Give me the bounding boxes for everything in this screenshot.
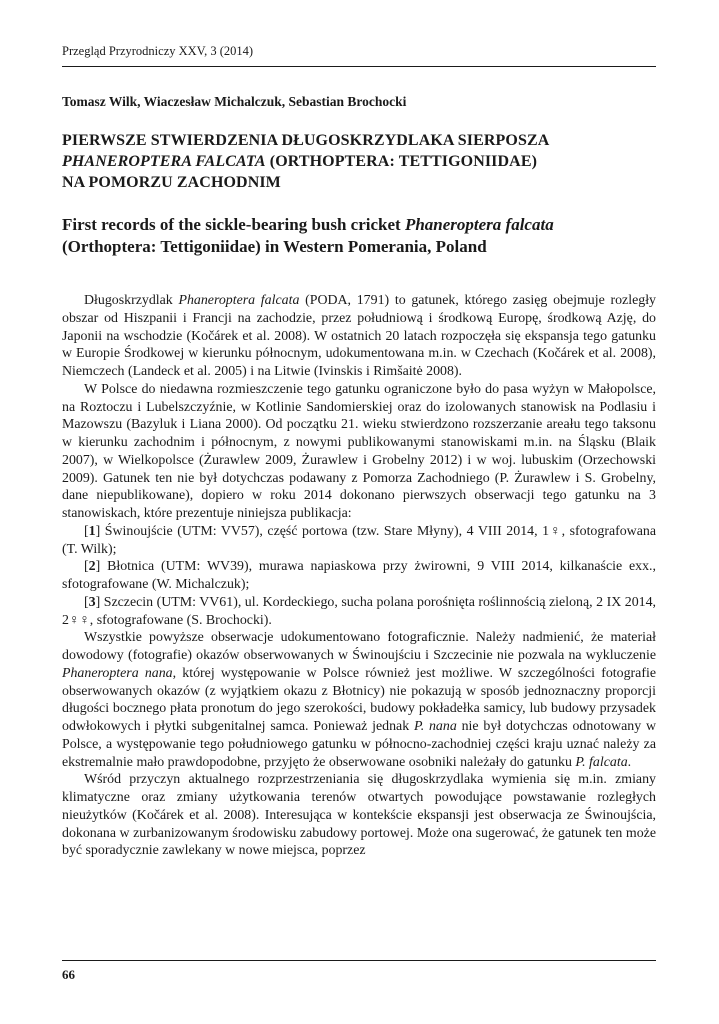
authors: Tomasz Wilk, Wiaczesław Michalczuk, Sebastian Brochocki — [62, 94, 407, 109]
page-number: 66 — [62, 967, 75, 982]
title-english-line-1 — [62, 214, 656, 236]
site-text: Świnoujście (UTM: VV57), część portowa (tzw. Stare Młyny), 4 VIII 2014, 1♀, sfotografowana (T. Wilk); — [62, 523, 656, 557]
species-name: Phaneroptera falcata — [178, 293, 300, 308]
title-english-start: First records of the sickle-bearing bush cricket — [62, 215, 405, 234]
paragraph-text: , której występowanie w Polsce również jest możliwe. W szczególności fotografie obserwowanych okazów (z wyjątkiem okazu z Błotnicy) nie pokazują w sposób jednoznaczny proporcji długości bocznego płata pronotum do jego szerokości, budowy pokładełka samicy, lub budowy przysadek odwłokowych i płytki subgenitalnej samca. Ponieważ jednak — [62, 665, 656, 734]
species-name: P. falcata — [575, 754, 628, 770]
footer-rule — [62, 960, 656, 961]
header-rule — [62, 66, 656, 67]
title-english-species: Phaneroptera falcata — [404, 215, 554, 234]
title-polish-line-3: NA POMORZU ZACHODNIM — [62, 174, 281, 191]
site-text: Szczecin (UTM: VV61), ul. Kordeckiego, sucha polana porośnięta roślinnością zieloną, 2 IX 2014, 2♀♀, sfotografowane (S. Brochocki). — [62, 594, 656, 628]
site-1: [1] Świnoujście (UTM: VV57), część portowa (tzw. Stare Młyny), 4 VIII 2014, 1♀, sfotografowana (T. Wilk); — [62, 523, 656, 557]
title-english — [62, 214, 656, 258]
title-english-line-2: (Orthoptera: Tettigoniidae) in Western Pomerania, Poland — [62, 237, 487, 256]
site-number: 2 — [88, 559, 96, 575]
title-polish-species: PHANEROPTERA FALCATA — [62, 153, 266, 170]
paragraph-text: (PODA, 1791) to gatunek, którego zasięg obejmuje rozległy obszar od Hiszpanii i Francji na zachodzie, przez południową i środkową Europę, środkową Azję, do Japonii na wschodzie (Kočárek et al. 2008). W ostatnich 20 latach rozpoczęła się ekspansja tego gatunku w Europie Środkowej w kierunku północnym, udokumentowana m.in. w Czechach (Kočárek et al. 2008), Niemczech (Landeck et al. 2005) i na Litwie (Ivinskis i Rimšaitė 2008). — [62, 293, 656, 379]
title-polish-line-2 — [62, 151, 656, 172]
site-3: [3] Szczecin (UTM: VV61), ul. Kordeckiego, sucha polana porośnięta roślinnością zieloną, 2 IX 2014, 2♀♀, sfotografowane (S. Brochocki). — [62, 594, 656, 628]
paragraph-4: Wśród przyczyn aktualnego rozprzestrzeniania się długoskrzydlaka wymienia się m.in. zmiany klimatyczne oraz zmiany użytkowania terenów otwartych powodujące powstawanie rozległych nieużytków (Kočárek et al. 2008). Interesująca w kontekście ekspansji jest obserwacja ze Świnoujścia, dokonana w zurbanizowanym środowisku zabudowy portowej. Może ona sugerować, że gatunek ten może być sporadycznie zawlekany w nowe miejsca, poprzez — [62, 772, 656, 859]
species-name: Phaneroptera nana — [62, 665, 173, 681]
article-body — [62, 292, 656, 860]
title-polish-line-1: PIERWSZE STWIERDZENIA DŁUGOSKRZYDLAKA SIERPOSZA — [62, 132, 550, 149]
paragraph-2: W Polsce do niedawna rozmieszczenie tego gatunku ograniczone było do pasa wyżyn w Małopolsce, na Roztoczu i Lubelszczyźnie, w Kotlinie Sandomierskiej oraz do izolowanych stanowisk na Podlasiu i Mazowszu (Bazyluk i Liana 2000). Od początku 21. wieku stwierdzono rozszerzanie areału tego taksonu w kierunku zachodnim i północnym, z nowymi publikowanymi stanowiskami m.in. na Śląsku (Blaik 2007), w Wielkopolsce (Żurawlew 2009, Żurawlew i Grobelny 2012) i w woj. lubuskim (Orzechowski 2009). Gatunek ten nie był dotychczas podawany z Pomorza Zachodniego (P. Żurawlew i S. Grobelny, dane niepublikowane), dopiero w roku 2014 dokonano pierwszych obserwacji tego gatunku na 3 stanowiskach, które prezentuje niniejsza publikacja: — [62, 381, 656, 521]
paragraph-text: Długoskrzydlak — [84, 293, 179, 308]
title-polish-taxon: (ORTHOPTERA: TETTIGONIIDAE) — [265, 153, 538, 170]
paragraph-text: . — [627, 754, 632, 770]
paragraph-text: nie był dotychczas odnotowany w Polsce, a występowanie tego południowego gatunku w północno-zachodniej części kraju uznać należy za ekstremalnie mało prawdopodobne, przyjęto że obserwowane osobniki należały do gatunku — [62, 719, 657, 770]
paragraph-3 — [62, 629, 656, 771]
journal-header: Przegląd Przyrodniczy XXV, 3 (2014) — [62, 44, 254, 58]
site-2: [2] Błotnica (UTM: WV39), murawa napiaskowa przy żwirowni, 9 VIII 2014, kilkanaście exx., sfotografowane (W. Michalczuk); — [62, 559, 656, 592]
site-text: Błotnica (UTM: WV39), murawa napiaskowa przy żwirowni, 9 VIII 2014, kilkanaście exx., sfotografowane (W. Michalczuk); — [62, 559, 656, 592]
site-number: 1 — [88, 523, 96, 539]
title-polish — [62, 130, 656, 193]
paragraph-1 — [62, 292, 656, 381]
paragraph-text: Wszystkie powyższe obserwacje udokumentowano fotograficznie. Należy nadmienić, że materiał dowodowy (fotografie) okazów obserwowanych w Świnoujściu i Szczecinie nie pozwala na wykluczenie — [62, 630, 656, 663]
site-number: 3 — [88, 594, 96, 610]
species-name: P. nana — [414, 719, 457, 734]
